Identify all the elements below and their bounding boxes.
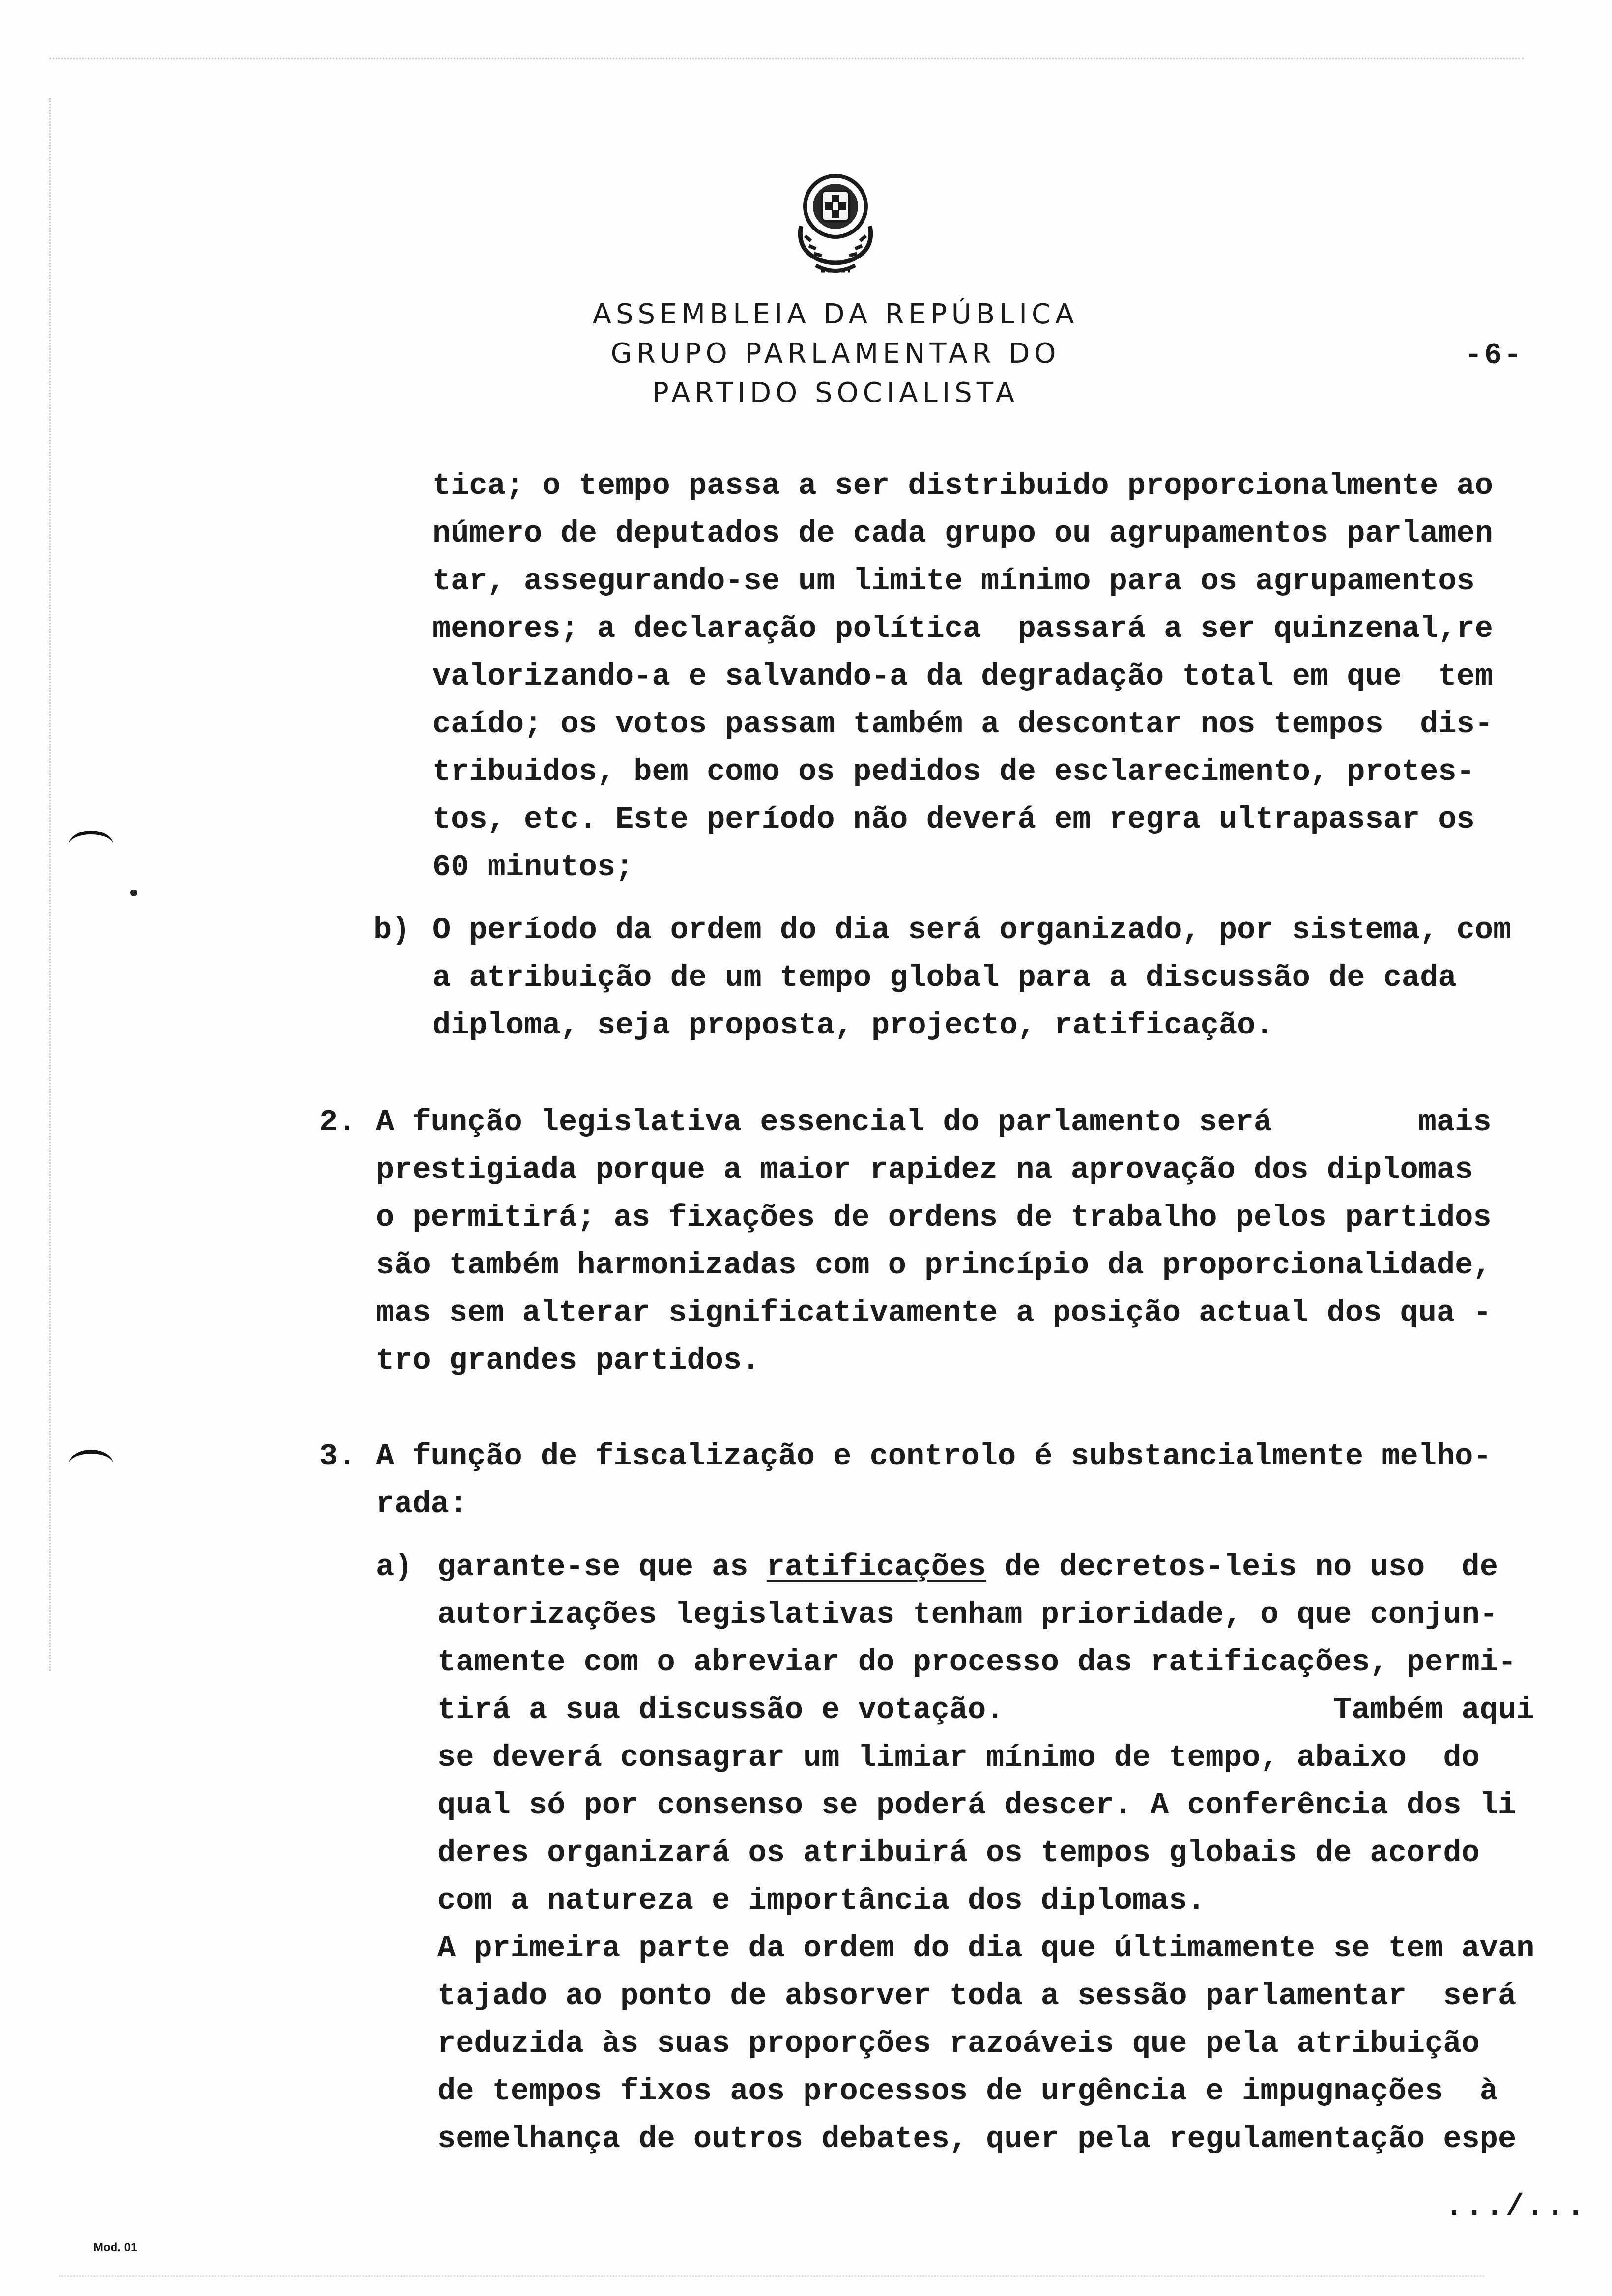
text-line: O período da ordem do dia será organizado, por sistema, com: [432, 913, 1512, 947]
text-line: tribuidos, bem como os pedidos de esclarecimento, protes-: [432, 754, 1475, 789]
text-line: mas sem alterar significativamente a posição actual dos qua -: [376, 1295, 1492, 1330]
text-line: A primeira parte da ordem do dia que últimamente se tem avan: [437, 1931, 1535, 1966]
text-line: o permitirá; as fixações de ordens de trabalho pelos partidos: [376, 1200, 1492, 1235]
text-line: deres organizará os atribuirá os tempos globais de acordo: [437, 1836, 1480, 1870]
text-segment: garante-se que as: [437, 1550, 767, 1584]
list-marker-b: b): [374, 913, 410, 947]
text-line: caído; os votos passam também a descontar nos tempos dis-: [432, 707, 1493, 742]
text-line: reduzida às suas proporções razoáveis que pela atribuição: [437, 2026, 1480, 2061]
text-line: tajado ao ponto de absorver toda a sessão parlamentar será: [437, 1979, 1517, 2013]
text-segment: de decretos-leis no uso de: [986, 1550, 1498, 1584]
text-line: menores; a declaração política passará a ser quinzenal,re: [432, 611, 1493, 646]
text-line: semelhança de outros debates, quer pela regulamentação espe: [437, 2122, 1517, 2156]
text-line: são também harmonizadas com o princípio da proporcionalidade,: [376, 1248, 1492, 1283]
text-line: tos, etc. Este período não deverá em regra ultrapassar os: [432, 802, 1475, 837]
underlined-term: ratificações: [766, 1550, 986, 1584]
text-line: tica; o tempo passa a ser distribuido proporcionalmente ao: [432, 468, 1493, 503]
text-line: se deverá consagrar um limiar mínimo de tempo, abaixo do: [437, 1740, 1480, 1775]
text-line: A função legislativa essencial do parlamento será mais: [376, 1105, 1492, 1140]
text-line: prestigiada porque a maior rapidez na aprovação dos diplomas: [376, 1152, 1473, 1187]
text-line: tamente com o abreviar do processo das ratificações, permi-: [437, 1645, 1517, 1680]
text-line: [437, 1543, 1498, 1591]
page-number: -6-: [1465, 339, 1524, 373]
text-line: rada:: [376, 1487, 468, 1521]
text-line: tro grandes partidos.: [376, 1343, 760, 1378]
text-line: diploma, seja proposta, projecto, ratificação.: [432, 1008, 1274, 1043]
letterhead-line-2: GRUPO PARLAMENTAR DO: [610, 338, 1061, 370]
text-line: 60 minutos;: [432, 850, 634, 885]
list-marker-a: a): [376, 1550, 413, 1584]
list-marker-3: 3.: [319, 1439, 356, 1474]
form-code: Mod. 01: [93, 2241, 138, 2254]
text-line: A função de fiscalização e controlo é substancialmente melho-: [376, 1439, 1492, 1474]
text-line: a atribuição de um tempo global para a discussão de cada: [432, 960, 1457, 995]
letterhead-line-1: ASSEMBLEIA DA REPÚBLICA: [592, 298, 1079, 330]
text-line: autorizações legislativas tenham prioridade, o que conjun-: [437, 1597, 1498, 1632]
text-line: com a natureza e importância dos diplomas.: [437, 1883, 1206, 1918]
continuation-mark: .../...: [1445, 2189, 1587, 2224]
text-line: de tempos fixos aos processos de urgência e impugnações à: [437, 2074, 1498, 2109]
text-line: número de deputados de cada grupo ou agrupamentos parlamen: [432, 516, 1493, 551]
list-marker-2: 2.: [319, 1105, 356, 1140]
text-line: tar, assegurando-se um limite mínimo para os agrupamentos: [432, 564, 1475, 599]
text-line: qual só por consenso se poderá descer. A conferência dos li: [437, 1788, 1517, 1823]
letterhead-line-3: PARTIDO SOCIALISTA: [652, 377, 1019, 409]
text-line: tirá a sua discussão e votação. Também aqui: [437, 1693, 1535, 1727]
text-line: valorizando-a e salvando-a da degradação total em que tem: [432, 659, 1493, 694]
